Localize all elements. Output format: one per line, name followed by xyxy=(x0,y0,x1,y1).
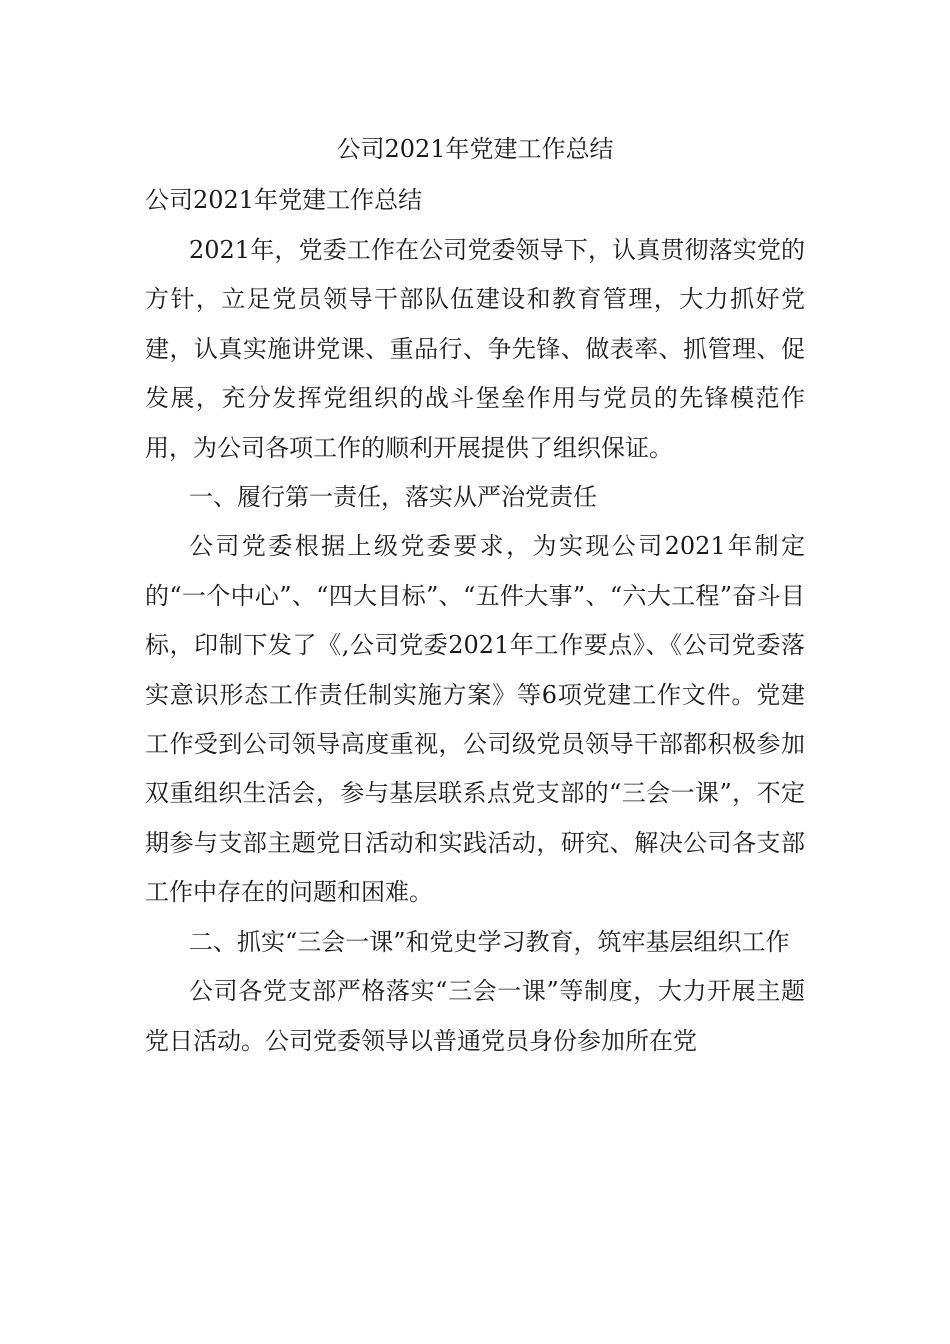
section-heading-1: 一、履行第一责任，落实从严治党责任 xyxy=(189,483,597,512)
document-subtitle: 公司2021年党建工作总结 xyxy=(145,186,423,214)
section-heading-2: 二、抓实“三会一课”和党史学习教育，筑牢基层组织工作 xyxy=(189,927,790,956)
document-body xyxy=(145,226,805,1066)
paragraph-section-2: 公司各党支部严格落实“三会一课”等制度，大力开展主题党日活动。公司党委领导以普通党员身份参加所在党 xyxy=(145,977,805,1055)
paragraph-section-1: 公司党委根据上级党委要求，为实现公司2021年制定的“一个中心”、“四大目标”、“五件大事”、“六大工程”奋斗目标，印制下发了《,公司党委2021年工作要点》、《公司党委落实意识形态工作责任制实施方案》等6项党建工作文件。党建工作受到公司领导高度重视，公司级党员领导干部都积极参加双重组织生活会，参与基层联系点党支部的“三会一课”，不定期参与支部主题党日活动和实践活动，研究、解决公司各支部工作中存在的问题和困难。 xyxy=(145,532,805,907)
document-title: 公司2021年党建工作总结 xyxy=(336,135,614,163)
paragraph-intro: 2021年，党委工作在公司党委领导下，认真贯彻落实党的方针，立足党员领导干部队伍建设和教育管理，大力抓好党建，认真实施讲党课、重品行、争先锋、做表率、抓管理、促发展，充分发挥党组织的战斗堡垒作用与党员的先锋模范作用，为公司各项工作的顺利开展提供了组织保证。 xyxy=(145,236,805,462)
